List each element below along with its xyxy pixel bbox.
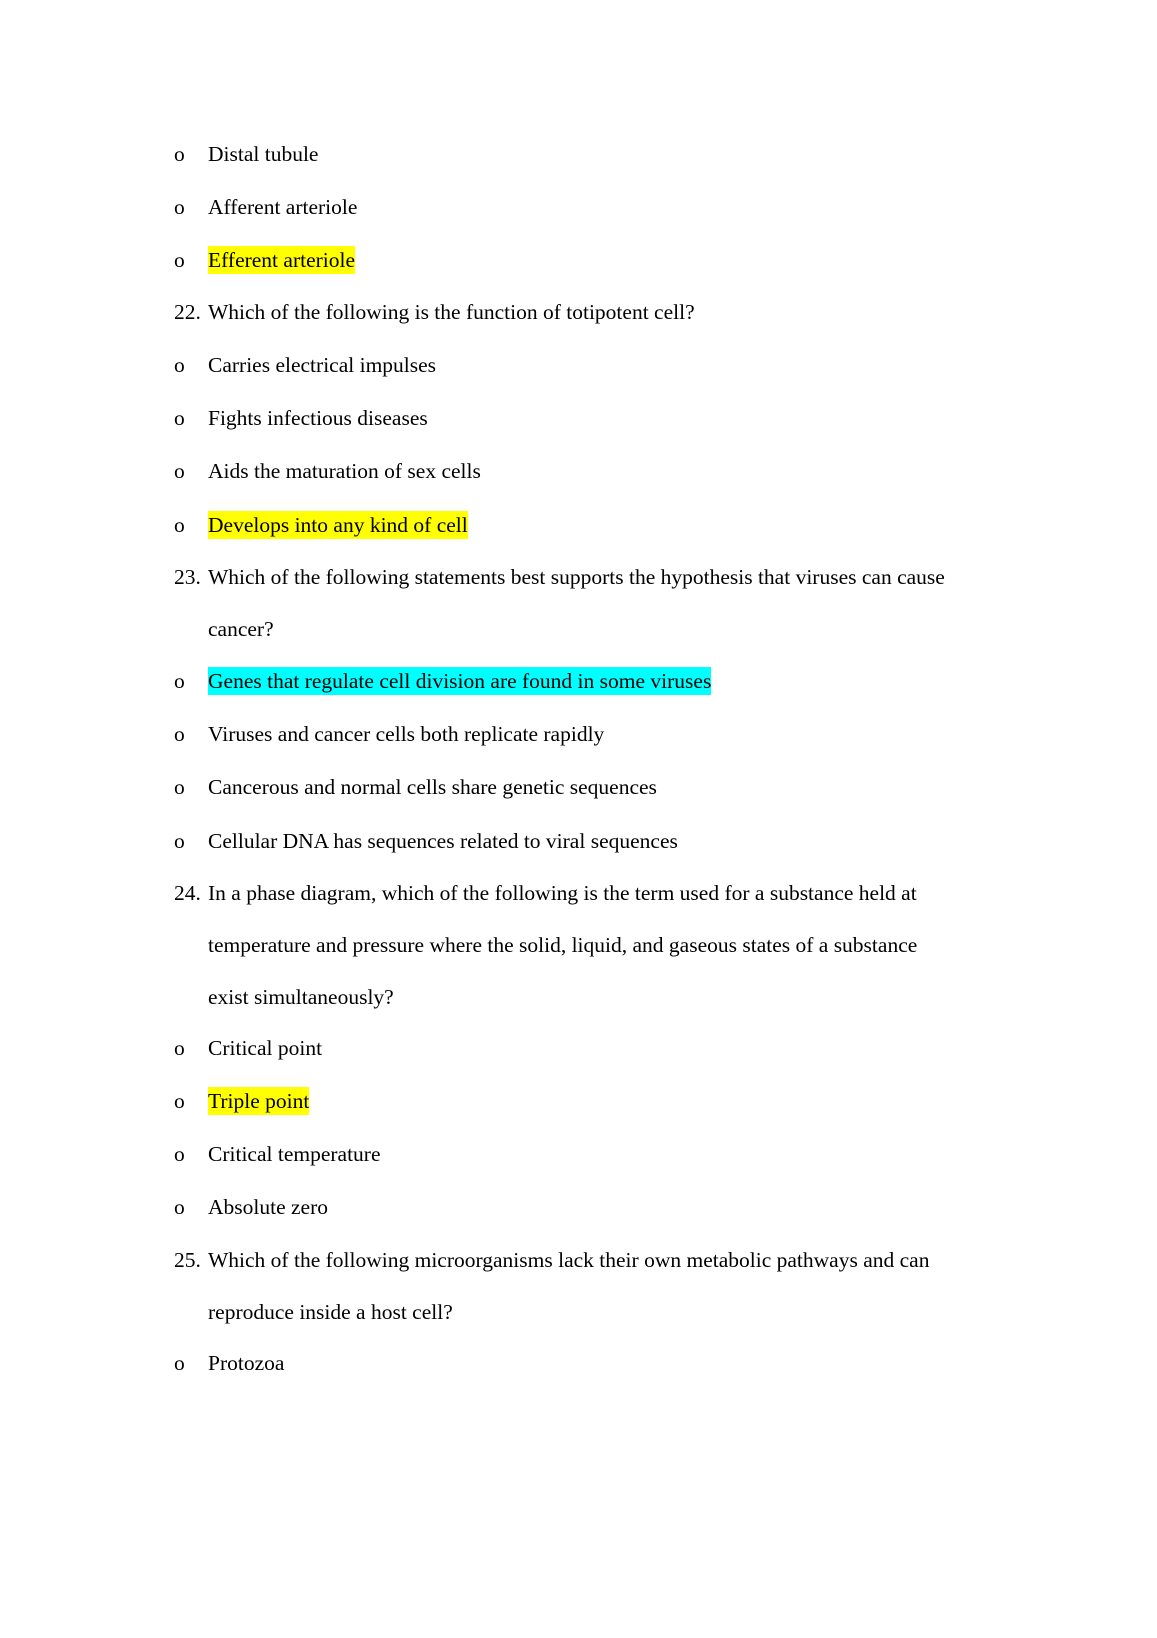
- answer-option: [0, 451, 1157, 491]
- answer-option: [0, 767, 1157, 807]
- bullet-icon: o: [174, 406, 185, 430]
- bullet-icon: o: [174, 248, 185, 272]
- question-25-continuation: [0, 1292, 1157, 1332]
- option-text: Cellular DNA has sequences related to viral sequences: [208, 829, 678, 853]
- question-text: exist simultaneously?: [208, 985, 394, 1009]
- answer-option: [0, 1343, 1157, 1383]
- question-25: [0, 1240, 1157, 1280]
- question-22: [0, 292, 1157, 332]
- question-number: 25.: [174, 1248, 201, 1272]
- bullet-icon: o: [174, 775, 185, 799]
- option-text-highlighted: Triple point: [208, 1089, 310, 1113]
- option-text: Protozoa: [208, 1351, 285, 1375]
- bullet-icon: o: [174, 669, 185, 693]
- question-text: Which of the following statements best supports the hypothesis that viruses can cause: [208, 565, 945, 589]
- option-text: Fights infectious diseases: [208, 406, 428, 430]
- answer-option: [0, 345, 1157, 385]
- option-text: Cancerous and normal cells share genetic sequences: [208, 775, 657, 799]
- question-number: 24.: [174, 881, 201, 905]
- option-text: Critical temperature: [208, 1142, 381, 1166]
- bullet-icon: o: [174, 142, 185, 166]
- answer-option: [0, 398, 1157, 438]
- question-text: reproduce inside a host cell?: [208, 1300, 453, 1324]
- bullet-icon: o: [174, 1195, 185, 1219]
- question-text: Which of the following microorganisms lack their own metabolic pathways and can: [208, 1248, 930, 1272]
- answer-option: [0, 661, 1157, 701]
- bullet-icon: o: [174, 353, 185, 377]
- answer-option: [0, 821, 1157, 861]
- question-text: temperature and pressure where the solid, liquid, and gaseous states of a substance: [208, 933, 918, 957]
- option-text: Critical point: [208, 1036, 323, 1060]
- question-text: Which of the following is the function of totipotent cell?: [208, 300, 695, 324]
- question-23-continuation: [0, 609, 1157, 649]
- question-24-continuation: [0, 977, 1157, 1017]
- answer-option: [0, 1134, 1157, 1174]
- option-text-highlighted: Develops into any kind of cell: [208, 513, 468, 537]
- option-text: Aids the maturation of sex cells: [208, 459, 481, 483]
- answer-option: [0, 240, 1157, 280]
- answer-option: [0, 134, 1157, 174]
- option-text: Carries electrical impulses: [208, 353, 437, 377]
- option-text-highlighted: Genes that regulate cell division are found in some viruses: [208, 669, 712, 693]
- bullet-icon: o: [174, 459, 185, 483]
- bullet-icon: o: [174, 1089, 185, 1113]
- bullet-icon: o: [174, 722, 185, 746]
- question-number: 23.: [174, 565, 201, 589]
- option-text: Absolute zero: [208, 1195, 329, 1219]
- bullet-icon: o: [174, 1036, 185, 1060]
- answer-option: [0, 505, 1157, 545]
- question-text: cancer?: [208, 617, 274, 641]
- question-number: 22.: [174, 300, 201, 324]
- question-text: In a phase diagram, which of the following is the term used for a substance held at: [208, 881, 917, 905]
- bullet-icon: o: [174, 195, 185, 219]
- answer-option: [0, 1028, 1157, 1068]
- question-24-continuation: [0, 925, 1157, 965]
- option-text-highlighted: Efferent arteriole: [208, 248, 356, 272]
- question-24: [0, 873, 1157, 913]
- bullet-icon: o: [174, 513, 185, 537]
- answer-option: [0, 1187, 1157, 1227]
- answer-option: [0, 714, 1157, 754]
- option-text: Afferent arteriole: [208, 195, 358, 219]
- bullet-icon: o: [174, 1142, 185, 1166]
- answer-option: [0, 1081, 1157, 1121]
- bullet-icon: o: [174, 829, 185, 853]
- question-23: [0, 557, 1157, 597]
- option-text: Distal tubule: [208, 142, 319, 166]
- bullet-icon: o: [174, 1351, 185, 1375]
- answer-option: [0, 187, 1157, 227]
- option-text: Viruses and cancer cells both replicate rapidly: [208, 722, 605, 746]
